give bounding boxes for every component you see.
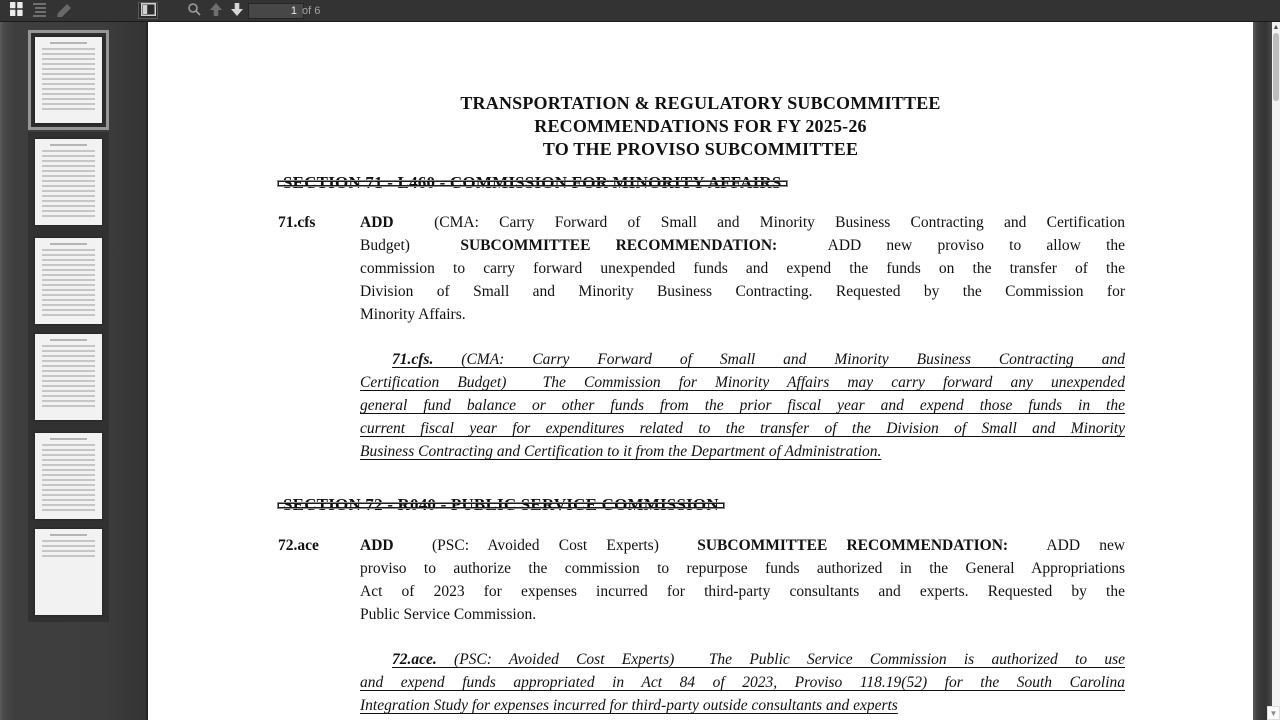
document-content (278, 161, 1125, 717)
page-thumbnail-1[interactable] (28, 30, 109, 130)
thumbnail-page-preview (35, 529, 102, 615)
sidebar-toggle-button[interactable] (138, 2, 158, 19)
scrollbar-thumb[interactable] (1273, 33, 1279, 101)
thumbnails-grid-icon (9, 1, 24, 20)
page-thumbnail-3[interactable] (28, 231, 109, 331)
thumbnail-page-preview (35, 37, 102, 123)
document-right-gutter (1253, 22, 1272, 720)
annotations-button[interactable] (52, 2, 76, 19)
proviso-72ace-text: 72.ace. (PSC: Avoided Cost Experts) The Public Service Commission is authorized to use and expend funds appropriated in Act 84 of 2023, Proviso 118.19(52) for the South Carolina Integration Study for expenses incurred for third-party outside consultants and experts (360, 651, 1125, 714)
thumbnails-view-button[interactable] (6, 2, 26, 19)
title-line-3: TO THE PROVISO SUBCOMMITTEE (542, 139, 859, 159)
page-thumbnail-6[interactable] (28, 522, 109, 622)
item-72ace-label: 72.ace (278, 537, 319, 554)
proviso-71cfs-text: 71.cfs. (CMA: Carry Forward of Small and Minority Business Contracting and Certification Budget) The Commission for Minority Affairs may carry forward any unexpended general fund balance or other funds from the prior fiscal year and expend those funds in the current fiscal year for expenditures related to the transfer of the Division of Small and Minority Business Contracting and Certification to it from the Department of Administration. (360, 351, 1125, 460)
thumbnail-page-preview (35, 238, 102, 324)
title-line-2: RECOMMENDATIONS FOR FY 2025-26 (534, 116, 867, 136)
scroll-down-arrow-icon[interactable]: ▼ (1267, 706, 1280, 720)
section-72-heading: SECTION 72 - R040 - PUBLIC SERVICE COMMISSION (278, 503, 724, 508)
page-thumbnail-4[interactable] (28, 327, 109, 427)
outline-list-icon (32, 1, 47, 20)
section-71-heading: SECTION 71 - L460 - COMMISSION FOR MINORITY AFFAIRS (278, 181, 787, 186)
page-count-label: of 6 (302, 5, 321, 17)
item-72ace-paragraph: 72.ace ADD (PSC: Avoided Cost Experts) SUBCOMMITTEE RECOMMENDATION: ADD new proviso to authorize the commission to repurpose funds authorized in the General Appropriations Act of 2023 for expenses incurred for third-party consultants and experts. Requested by the Public Service Commission. (278, 534, 1125, 626)
find-magnifier-icon (187, 2, 202, 20)
scroll-up-arrow-icon[interactable]: ▲ (1272, 24, 1280, 31)
page-up-arrow-icon (209, 2, 223, 20)
outline-view-button[interactable] (29, 2, 49, 19)
page-thumbnail-2[interactable] (28, 132, 109, 232)
page-thumbnail-5[interactable] (28, 426, 109, 526)
sidebar-toggle-icon (141, 3, 156, 19)
page-number-input[interactable] (248, 3, 304, 19)
document-page (148, 22, 1253, 720)
thumbnail-page-preview (35, 139, 102, 225)
previous-page-button[interactable] (206, 2, 226, 19)
document-title (148, 92, 1253, 161)
vertical-scrollbar[interactable] (1269, 22, 1280, 720)
thumbnail-page-preview (35, 433, 102, 519)
title-line-1: TRANSPORTATION & REGULATORY SUBCOMMITTEE (460, 93, 941, 113)
item-71cfs-label: 71.cfs (278, 214, 316, 231)
annotations-pencil-icon (55, 1, 73, 20)
item-71cfs-paragraph: 71.cfs ADD (CMA: Carry Forward of Small and Minority Business Contracting and Certification Budget) SUBCOMMITTEE RECOMMENDATION: ADD new proviso to allow the commission to carry forward unexpended funds and expend the funds on the transfer of the Division of Small and Minority Business Contracting. Requested by the Commission for Minority Affairs. (278, 211, 1125, 326)
thumbnail-sidebar (0, 22, 148, 720)
page-down-arrow-icon (230, 2, 244, 20)
thumbnail-page-preview (35, 334, 102, 420)
find-button[interactable] (184, 2, 204, 19)
next-page-button[interactable] (227, 2, 247, 19)
toolbar (0, 0, 1280, 22)
